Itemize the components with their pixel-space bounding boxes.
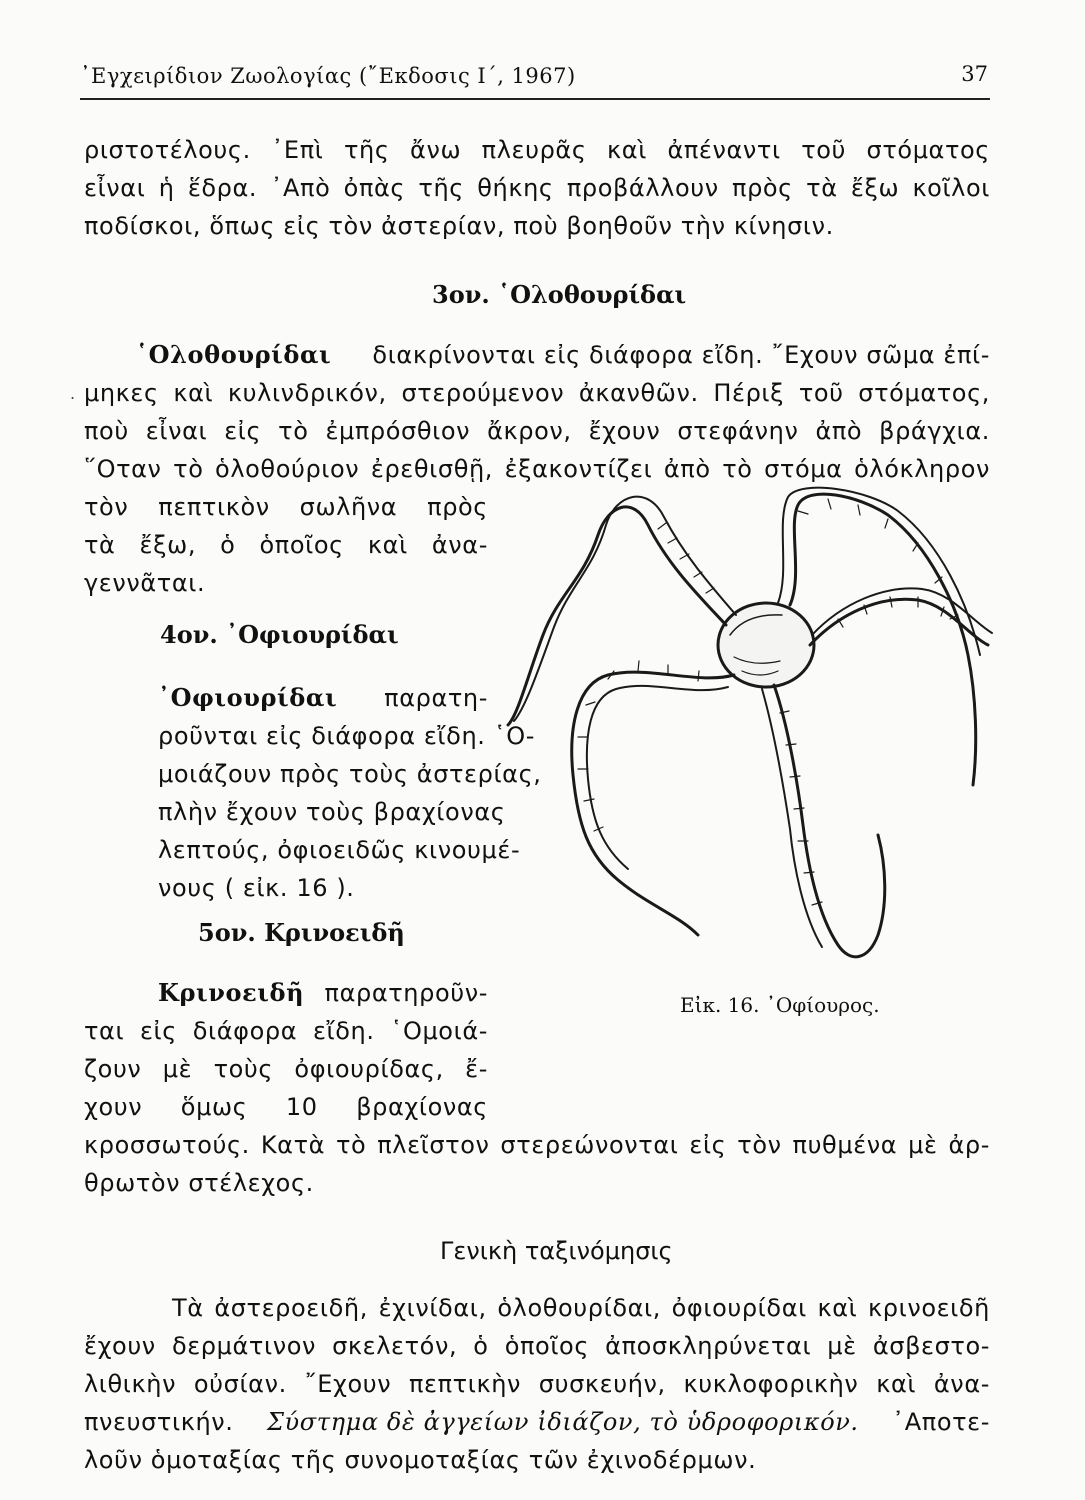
section-4-line-1-text: παρατη- — [384, 684, 488, 712]
arm-right — [810, 599, 988, 645]
section-3-line-6: τὰ ἔξω, ὁ ὁποῖος καὶ ἀνα- — [84, 531, 488, 559]
classification-line-3: λιθικὴν οὐσίαν. ῎Εχουν πεπτικὴν συσκευήν, κυκλοφορικὴν καὶ ἀνα- — [84, 1370, 990, 1398]
classification-heading: Γενικὴ ταξινόμησις — [440, 1237, 673, 1265]
classification-line-4 — [84, 1407, 990, 1437]
section-4-line-4: πλὴν ἔχουν τοὺς βραχίονας — [158, 798, 506, 826]
section-3-line-4: ῞Οταν τὸ ὁλοθούριον ἐρεθισθῇ, ἐξακοντίζει ἀπὸ τὸ στόμα ὁλόκληρον — [84, 455, 990, 483]
section-5-line-2: ται εἰς διάφορα εἴδη. ῾Ομοιά- — [84, 1017, 488, 1045]
section-3-line-3: ποὺ εἶναι εἰς τὸ ἐμπρόσθιον ἄκρον, ἔχουν στεφάνην ἀπὸ βράγχια. — [84, 417, 990, 445]
section-3-line-7: γεννᾶται. — [84, 569, 206, 597]
classification-line-1: Τὰ ἀστεροειδῆ, ἐχινίδαι, ὁλοθουρίδαι, ὀφιουρίδαι καὶ κρινοειδῆ — [172, 1294, 990, 1322]
figure-caption: Εἰκ. 16. ᾿Οφίουρος. — [680, 993, 880, 1017]
header-title: ᾿Εγχειρίδιον Ζωολογίας (῎Εκδοσις Ι΄, 1967) — [80, 64, 576, 88]
section-3-heading: 3ον. ῾Ολοθουρίδαι — [432, 280, 687, 309]
section-3-term: ῾Ολοθουρίδαι — [136, 340, 332, 369]
section-5-line-1-text: παρατηροῦν- — [324, 979, 488, 1007]
section-5-term: Κρινοειδῆ — [158, 978, 305, 1007]
section-4-heading: 4ον. ᾿Οφιουρίδαι — [160, 620, 399, 649]
section-3-line-1 — [136, 340, 990, 370]
section-4-line-3: μοιάζουν πρὸς τοὺς ἀστερίας, — [158, 760, 542, 788]
page-number: 37 — [961, 62, 988, 86]
section-4-term: ᾿Οφιουρίδαι — [158, 683, 338, 712]
classification-line-2: ἔχουν δερμάτινον σκελετόν, ὁ ὁποῖος ἀποσκληρύνεται μὲ ἀσβεστο- — [84, 1332, 990, 1360]
section-3-line-2: μηκες καὶ κυλινδρικόν, στερούμενον ἀκανθῶν. Πέριξ τοῦ στόματος, — [84, 379, 990, 407]
section-4-line-6: νους ( εἰκ. 16 ). — [158, 874, 355, 902]
section-4-line-5: λεπτούς, ὀφιοειδῶς κινουμέ- — [158, 836, 521, 864]
intro-line-1: ριστοτέλους. ᾿Επὶ τῆς ἄνω πλευρᾶς καὶ ἀπέναντι τοῦ στόματος — [84, 136, 990, 164]
section-4-line-1 — [158, 683, 488, 713]
arm-lower-right — [774, 685, 885, 957]
section-3-line-5: τὸν πεπτικὸν σωλῆνα πρὸς — [84, 493, 488, 521]
section-5-line-1 — [158, 978, 488, 1008]
classification-line-4-a: πνευστικήν. — [84, 1408, 234, 1436]
arm-upper-right — [790, 494, 976, 785]
running-header — [80, 62, 990, 100]
section-5-line-3: ζουν μὲ τοὺς ὀφιουρίδας, ἔ- — [84, 1055, 488, 1083]
brittle-star-illustration — [498, 485, 998, 975]
classification-line-4-b: ᾿Αποτε- — [892, 1408, 990, 1436]
section-3-line-1-text: διακρίνονται εἰς διάφορα εἴδη. ῎Εχουν σῶμα ἐπί- — [372, 341, 990, 369]
margin-mark: . — [70, 384, 76, 403]
arm-upper-left — [508, 507, 726, 725]
arm-lower-left — [572, 672, 734, 935]
intro-line-3: ποδίσκοι, ὅπως εἰς τὸν ἀστερίαν, ποὺ βοηθοῦν τὴν κίνησιν. — [84, 212, 834, 240]
section-5-line-6: θρωτὸν στέλεχος. — [84, 1169, 314, 1197]
section-5-line-5: κροσσωτούς. Κατὰ τὸ πλεῖστον στερεώνονται εἰς τὸν πυθμένα μὲ ἀρ- — [84, 1131, 990, 1159]
classification-line-4-italic: Σύστημα δὲ ἀγγείων ἰδιάζον, τὸ ὑδροφορικόν. — [266, 1408, 859, 1436]
section-5-heading: 5ον. Κρινοειδῆ — [198, 918, 405, 947]
section-5-line-4: χουν ὅμως 10 βραχίονας — [84, 1093, 488, 1121]
classification-line-5: λοῦν ὁμοταξίας τῆς συνομοταξίας τῶν ἐχινοδέρμων. — [84, 1446, 757, 1474]
section-4-line-2: ροῦνται εἰς διάφορα εἴδη. ῾Ο- — [158, 722, 536, 750]
intro-line-2: εἶναι ἡ ἕδρα. ᾿Απὸ ὀπὰς τῆς θήκης προβάλλουν πρὸς τὰ ἔξω κοῖλοι — [84, 174, 990, 202]
